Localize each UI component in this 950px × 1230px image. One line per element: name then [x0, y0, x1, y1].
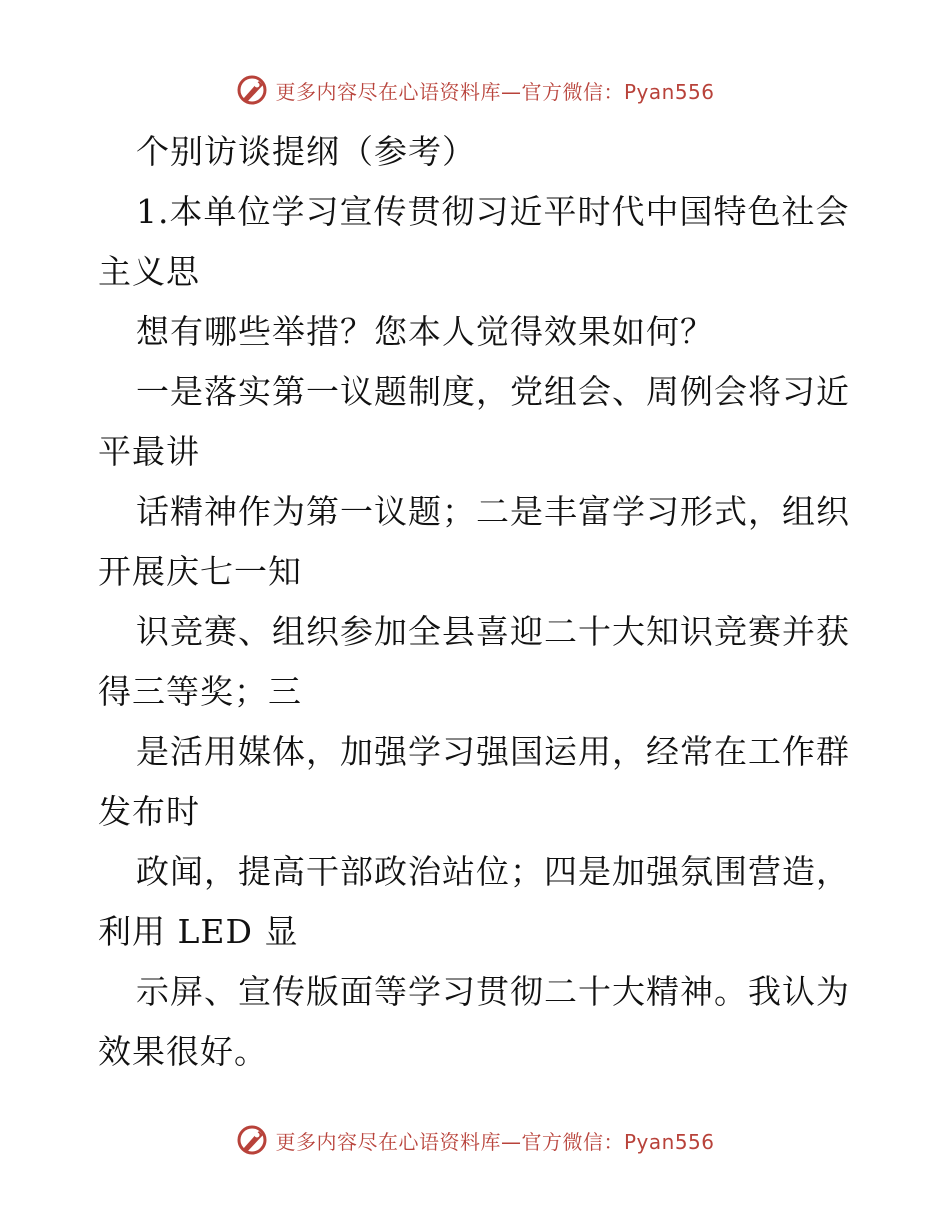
paragraph-line: 效果很好。	[98, 1032, 268, 1071]
header-watermark-banner	[0, 70, 950, 110]
paragraph-line: 1.本单位学习宣传贯彻习近平时代中国特色社会	[136, 192, 850, 231]
paragraph-line: 话精神作为第一议题；二是丰富学习形式，组织	[136, 492, 850, 531]
paragraph-line: 利用 LED 显	[98, 912, 299, 951]
paragraph-line: 是活用媒体，加强学习强国运用，经常在工作群	[136, 732, 850, 771]
pen-logo-icon	[235, 1123, 269, 1157]
paragraph-line: 开展庆七一知	[98, 552, 302, 591]
wechat-handle: Pyan556	[623, 1129, 715, 1154]
watermark-text	[275, 1126, 714, 1155]
paragraph-line: 主义思	[98, 252, 200, 291]
watermark-label: 更多内容尽在心语资料库—官方微信：	[275, 1129, 624, 1154]
document-title: 个别访谈提纲（参考）	[136, 132, 476, 171]
paragraph-line: 想有哪些举措？您本人觉得效果如何？	[136, 312, 714, 351]
paragraph-line: 政闻，提高干部政治站位；四是加强氛围营造，	[136, 852, 850, 891]
paragraph-line: 平最讲	[98, 432, 200, 471]
paragraph-line: 示屏、宣传版面等学习贯彻二十大精神。我认为	[136, 972, 850, 1011]
paragraph-line: 识竞赛、组织参加全县喜迎二十大知识竞赛并获	[136, 612, 850, 651]
pen-logo-icon	[235, 73, 269, 107]
watermark-text	[275, 76, 714, 105]
footer-watermark-banner	[0, 1120, 950, 1160]
paragraph-line: 得三等奖；三	[98, 672, 302, 711]
wechat-handle: Pyan556	[623, 79, 715, 104]
document-body	[98, 122, 858, 1082]
watermark-label: 更多内容尽在心语资料库—官方微信：	[275, 79, 624, 104]
paragraph-line: 发布时	[98, 792, 200, 831]
paragraph-line: 一是落实第一议题制度，党组会、周例会将习近	[136, 372, 850, 411]
